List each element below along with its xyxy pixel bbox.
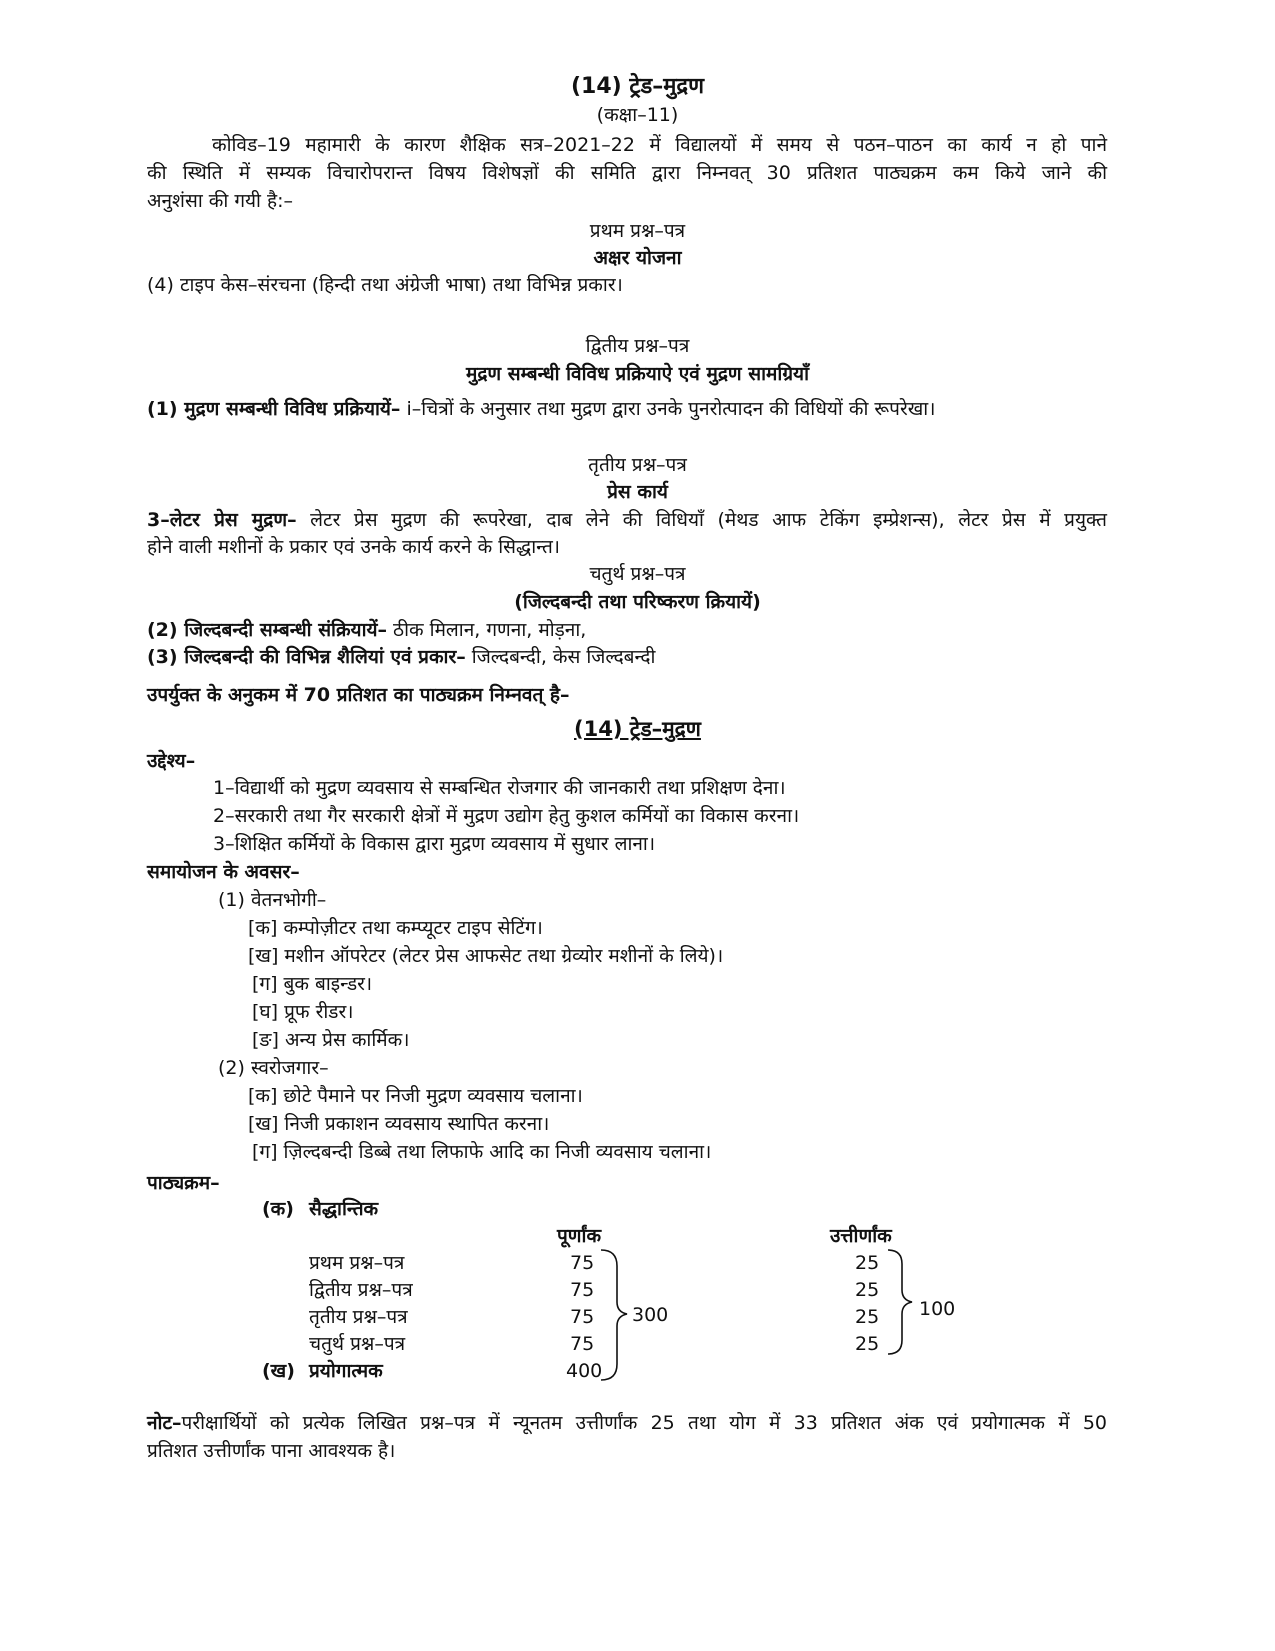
trade-title: (14) ट्रेड–मुद्रण [574, 717, 701, 741]
total-pass-marks: 100 [919, 1298, 956, 1320]
note-text: परीक्षार्थियों को प्रत्येक लिखित प्रश्न–पत्र में न्यूनतम उत्तीर्णांक 25 तथा योग में 33 प्रतिशत अंक एवं प्रयोगात्मक में 50 [181, 1412, 1107, 1434]
paper-row-name: प्रथम प्रश्न–पत्र [309, 1252, 405, 1274]
paper4-item-2-text: जिल्दबन्दी, केस जिल्दबन्दी [465, 646, 656, 668]
note-line-1 [147, 1410, 1107, 1436]
col-pass-marks: उत्तीर्णांक [830, 1225, 892, 1247]
note-label: नोट– [147, 1412, 182, 1434]
paper4-subheading: (जिल्दबन्दी तथा परिष्करण क्रियायें) [514, 591, 761, 613]
paper-row-pass: 25 [855, 1252, 880, 1274]
salaried-item: [ख] मशीन ऑपरेटर (लेटर प्रेस आफसेट तथा ग्रेव्योर मशीनों के लिये)। [248, 945, 724, 967]
paper3-item-label: 3–लेटर प्रेस मुद्रण– [147, 509, 297, 531]
page-title: (14) ट्रेड–मुद्रण [571, 74, 704, 99]
practical-marker: (ख) [262, 1360, 295, 1382]
paper2-item-text: i–चित्रों के अनुसार तथा मुद्रण द्वारा उनके पुनरोत्पादन की विधियों की रूपरेखा। [400, 398, 936, 420]
paper4-item-2 [147, 644, 655, 670]
theory-label: सैद्धान्तिक [309, 1198, 379, 1220]
objective-item: 3–शिक्षित कर्मियों के विकास द्वारा मुद्रण व्यवसाय में सुधार लाना। [213, 833, 656, 855]
paper-row-full: 75 [570, 1252, 595, 1274]
paper-row-pass: 25 [855, 1306, 880, 1328]
paper1-subheading: अक्षर योजना [593, 247, 682, 269]
col-full-marks: पूर्णांक [557, 1225, 602, 1247]
paper-row-name: तृतीय प्रश्न–पत्र [309, 1306, 408, 1328]
theory-marker: (क) [262, 1198, 294, 1220]
note-line-2: प्रतिशत उत्तीर्णांक पाना आवश्यक है। [147, 1440, 396, 1462]
paper2-item-label: (1) मुद्रण सम्बन्धी विविध प्रक्रियायें– [147, 398, 401, 420]
practical-full-marks: 400 [566, 1360, 603, 1382]
paper2-heading: द्वितीय प्रश्न–पत्र [585, 335, 690, 357]
salaried-label: (1) वेतनभोगी– [218, 889, 327, 911]
paper4-item-1 [147, 617, 586, 643]
paper2-item [147, 396, 935, 422]
paper3-item [147, 507, 1107, 533]
practical-label: प्रयोगात्मक [309, 1360, 383, 1382]
paper3-heading: तृतीय प्रश्न–पत्र [588, 454, 687, 476]
salaried-item: [ङ] अन्य प्रेस कार्मिक। [252, 1029, 410, 1051]
salaried-item: [घ] प्रूफ रीडर। [252, 1001, 354, 1023]
paper2-subheading: मुद्रण सम्बन्धी विविध प्रक्रियाऐ एवं मुद्रण सामग्रियाँ [465, 363, 809, 385]
paper3-subheading: प्रेस कार्य [607, 481, 668, 503]
paper3-item-cont: होने वाली मशीनों के प्रकार एवं उनके कार्य करने के सिद्धान्त। [147, 536, 560, 558]
paper-row-pass: 25 [855, 1333, 880, 1355]
paper4-item-1-label: (2) जिल्दबन्दी सम्बन्धी संक्रियायें– [147, 619, 388, 641]
class-label: (कक्षा–11) [596, 104, 679, 126]
paper1-heading: प्रथम प्रश्न–पत्र [589, 220, 686, 242]
pass-marks-brace-icon [884, 1246, 920, 1358]
paper-row-name: द्वितीय प्रश्न–पत्र [309, 1279, 413, 1301]
intro-line-2: की स्थिति में सम्यक विचारोपरान्त विषय विशेषज्ञों की समिति द्वारा निम्नवत् 30 प्रतिशत पाठ्यक्रम कम किये जाने की [147, 162, 1107, 184]
paper4-item-1-text: ठीक मिलान, गणना, मोड़ना, [387, 619, 587, 641]
summary-line: उपर्युक्त के अनुकम में 70 प्रतिशत का पाठ्यक्रम निम्नवत् है– [147, 684, 570, 706]
total-full-marks: 300 [632, 1304, 669, 1326]
objectives-heading: उद्देश्य– [147, 750, 196, 772]
objective-item: 2–सरकारी तथा गैर सरकारी क्षेत्रों में मुद्रण उद्योग हेतु कुशल कर्मियों का विकास करना। [213, 805, 800, 827]
paper1-item: (4) टाइप केस–संरचना (हिन्दी तथा अंग्रेजी भाषा) तथा विभिन्न प्रकार। [147, 274, 623, 296]
syllabus-heading: पाठ्यक्रम– [147, 1172, 220, 1194]
self-employment-item: [ख] निजी प्रकाशन व्यवसाय स्थापित करना। [248, 1113, 550, 1135]
self-employment-item: [क] छोटे पैमाने पर निजी मुद्रण व्यवसाय चलाना। [248, 1085, 583, 1107]
paper4-heading: चतुर्थ प्रश्न–पत्र [589, 563, 686, 585]
paper-row-full: 75 [570, 1306, 595, 1328]
opportunities-heading: समायोजन के अवसर– [147, 861, 300, 883]
self-employment-item: [ग] ज़िल्दबन्दी डिब्बे तथा लिफाफे आदि का निजी व्यवसाय चलाना। [252, 1141, 712, 1163]
paper-row-full: 75 [570, 1333, 595, 1355]
paper-row-full: 75 [570, 1279, 595, 1301]
salaried-item: [क] कम्पोज़ीटर तथा कम्प्यूटर टाइप सेटिंग। [248, 917, 543, 939]
intro-line-3: अनुशंसा की गयी है:– [147, 190, 294, 212]
intro-line-1: कोविड–19 महामारी के कारण शैक्षिक सत्र–2021–22 में विद्यालयों में समय से पठन–पाठन का कार्य न हो पाने [212, 134, 1107, 156]
paper3-item-text: लेटर प्रेस मुद्रण की रूपरेखा, दाब लेने की विधियाँ (मेथड आफ टेकिंग इम्प्रेशन्स), लेटर प्रेस में प्रयुक्त [296, 509, 1107, 531]
objective-item: 1–विद्यार्थी को मुद्रण व्यवसाय से सम्बन्धित रोजगार की जानकारी तथा प्रशिक्षण देना। [213, 777, 786, 799]
paper4-item-2-label: (3) जिल्दबन्दी की विभिन्न शैलियां एवं प्रकार– [147, 646, 466, 668]
paper-row-name: चतुर्थ प्रश्न–पत्र [309, 1333, 406, 1355]
self-employment-label: (2) स्वरोजगार– [218, 1057, 329, 1079]
full-marks-brace-icon [597, 1246, 633, 1386]
paper-row-pass: 25 [855, 1279, 880, 1301]
salaried-item: [ग] बुक बाइन्डर। [252, 973, 373, 995]
